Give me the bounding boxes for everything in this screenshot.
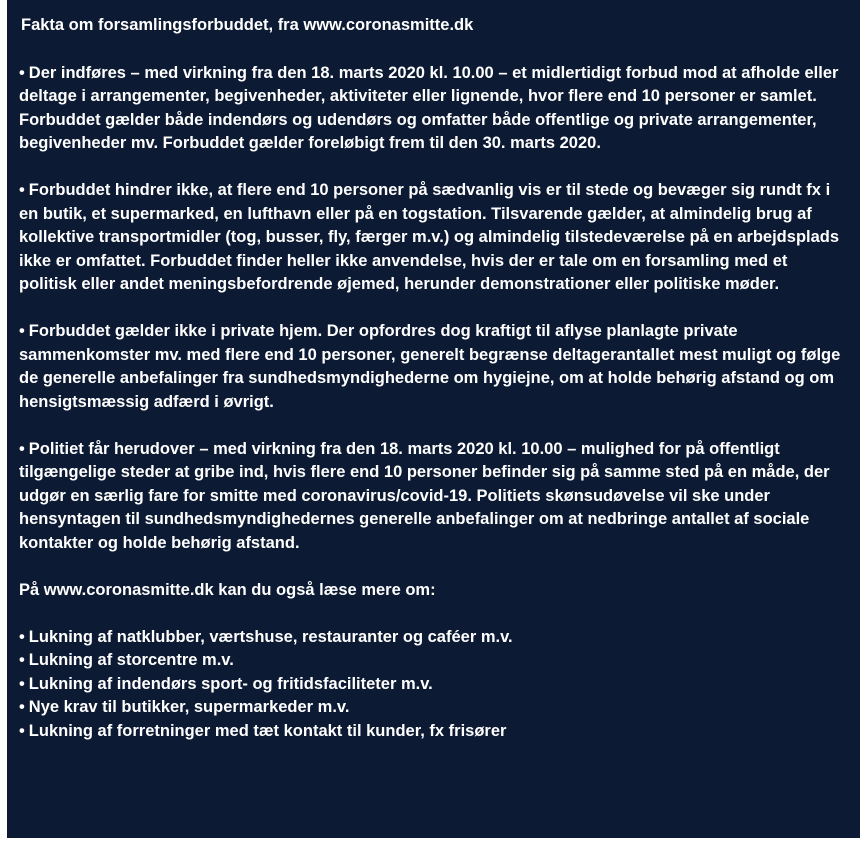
list-item xyxy=(19,720,846,744)
fact-paragraph-3 xyxy=(19,320,846,414)
fact-paragraph-1 xyxy=(19,62,846,156)
list-item xyxy=(19,673,846,697)
fact-box-title: Fakta om forsamlingsforbuddet, fra www.coronasmitte.dk xyxy=(21,16,474,34)
more-info-list xyxy=(19,626,846,744)
fact-paragraph-4-text: Politiet får herudover – med virkning fra den 18. marts 2020 kl. 10.00 – mulighed for på offentligt tilgængelige steder at gribe ind, hvis flere end 10 personer befinder sig på samme sted på en måde, der udgør en særlig fare for smitte med coronavirus/covid-19. Politiets skønsudøvelse vil ske under hensyntagen til sundhedsmyndighedernes generelle anbefalinger om at nedbringe antallet af sociale kontakter og holde behørig afstand. xyxy=(19,439,830,552)
list-item-text: Lukning af indendørs sport- og fritidsfaciliteter m.v. xyxy=(28,674,433,693)
fact-box xyxy=(7,0,860,838)
bullet: • xyxy=(19,627,25,646)
list-item-text: Nye krav til butikker, supermarkeder m.v. xyxy=(28,698,350,716)
fact-paragraph-2 xyxy=(19,179,846,297)
bullet: • xyxy=(19,721,25,740)
fact-paragraph-3-text: Forbuddet gælder ikke i private hjem. Der opfordres dog kraftigt til aflyse planlagte private sammenkomster mv. med flere end 10 personer, generelt begrænse deltagerantallet mest muligt og følge de generelle anbefalinger fra sundhedsmyndighederne om hygiejne, om at holde behørig afstand og om hensigtsmæssig adfærd i øvrigt. xyxy=(19,322,841,411)
bullet: • xyxy=(19,698,25,716)
bullet: • xyxy=(19,674,25,693)
list-item xyxy=(19,696,846,720)
list-item-text: Lukning af natklubber, værtshuse, restauranter og caféer m.v. xyxy=(28,627,513,646)
bullet: • xyxy=(19,651,25,669)
bullet: • xyxy=(19,322,25,340)
list-item xyxy=(19,649,846,673)
fact-paragraph-4 xyxy=(19,438,846,556)
bullet: • xyxy=(19,439,25,458)
fact-paragraph-1-text: Der indføres – med virkning fra den 18. marts 2020 kl. 10.00 – et midlertidigt forbud mod at afholde eller deltage i arrangementer, begivenheder, aktiviteter eller lignende, hvor flere end 10 personer er samlet. Forbuddet gælder både indendørs og udendørs og omfatter både offentlige og private arrangementer, begivenheder mv. Forbuddet gælder foreløbigt frem til den 30. marts 2020. xyxy=(19,63,839,152)
list-item-text: Lukning af forretninger med tæt kontakt til kunder, fx frisører xyxy=(28,721,507,740)
bullet: • xyxy=(19,63,25,82)
list-item-text: Lukning af storcentre m.v. xyxy=(28,651,234,669)
list-item xyxy=(19,626,846,650)
bullet: • xyxy=(19,181,25,199)
fact-paragraph-2-text: Forbuddet hindrer ikke, at flere end 10 personer på sædvanlig vis er til stede og bevæger sig rundt fx i en butik, et supermarked, en lufthavn eller på en togstation. Tilsvarende gælder, at almindelig brug af kollektive transportmidler (tog, busser, fly, færger m.v.) og almindelig tilstedeværelse på en arbejdsplads ikke er omfattet. Forbuddet finder heller ikke anvendelse, hvis der er tale om en forsamling med et politisk eller andet meningsbefordrende øjemed, herunder demonstrationer eller politiske møder. xyxy=(19,181,840,293)
more-info-intro: På www.coronasmitte.dk kan du også læse mere om: xyxy=(19,580,436,599)
